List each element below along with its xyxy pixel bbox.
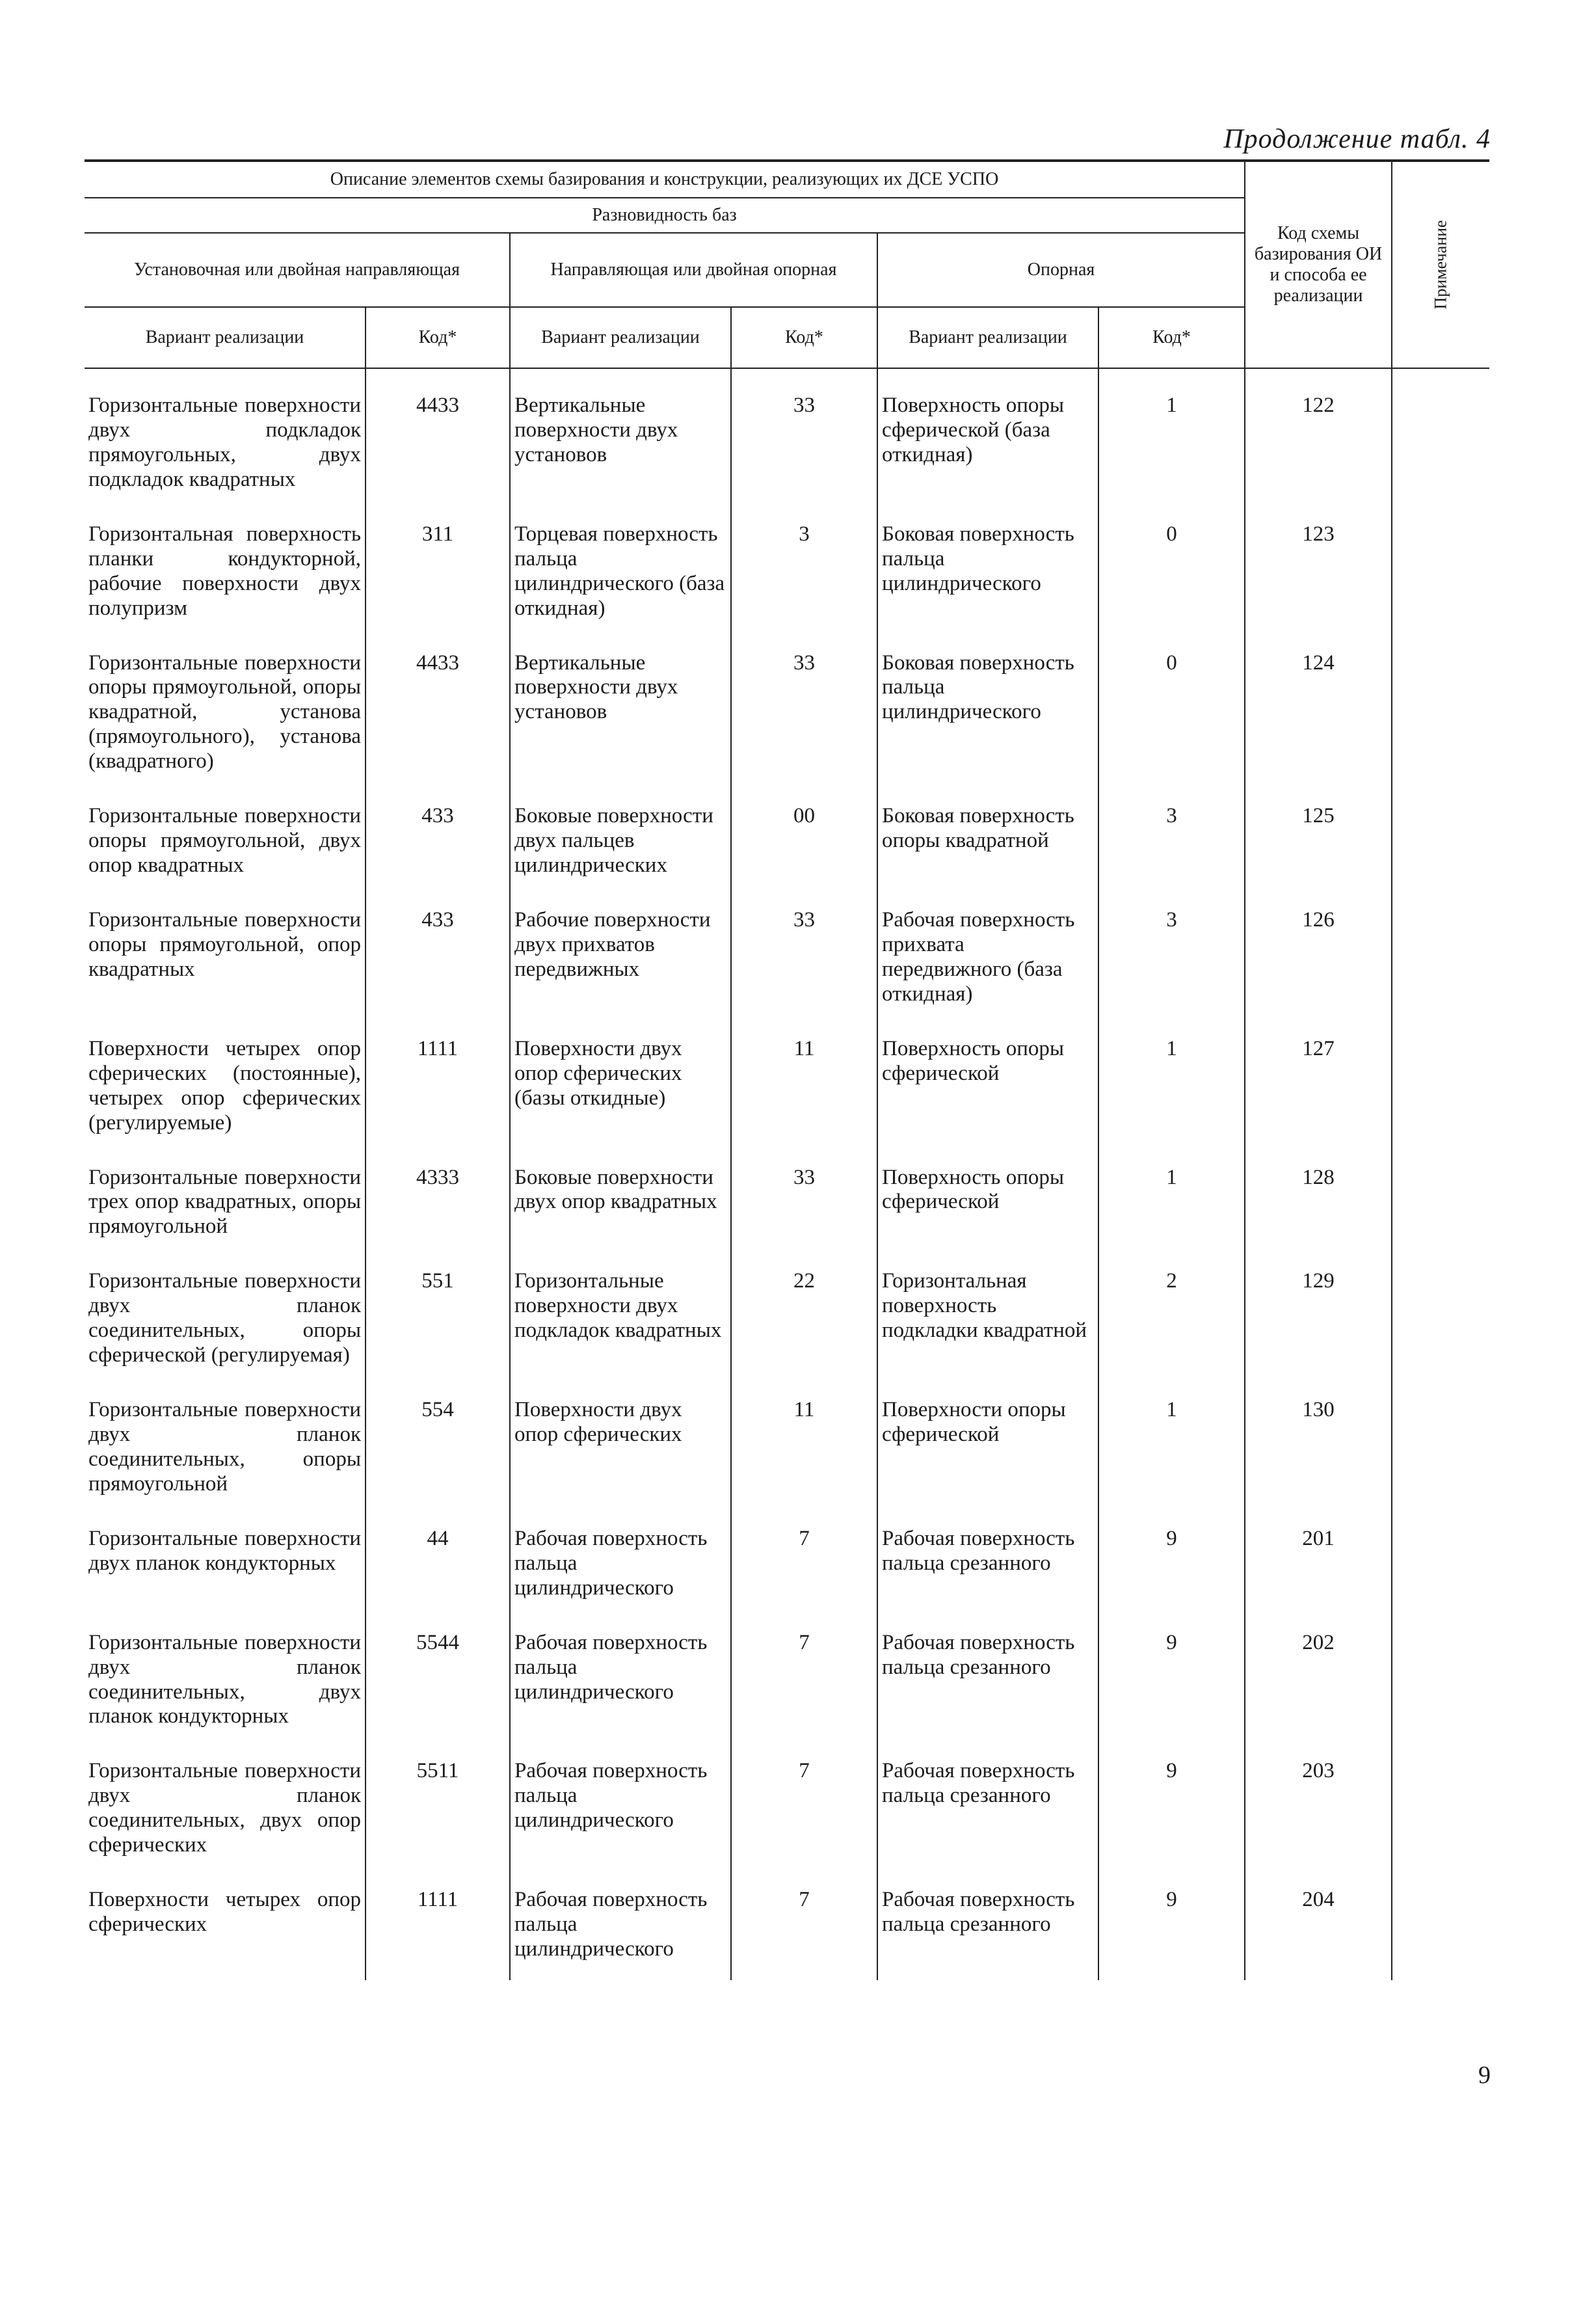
guiding-code-cell: 7 — [731, 1876, 877, 1980]
variant-header: Вариант реализации — [85, 307, 366, 368]
varieties-header: Разновидность баз — [85, 198, 1245, 233]
setting-code-cell: 551 — [366, 1257, 510, 1386]
setting-code-cell: 433 — [366, 896, 510, 1025]
support-code-cell: 9 — [1098, 1876, 1245, 1980]
setting-variant-cell: Горизонтальные поверхности опоры прямоугольной, опор квадратных — [88, 908, 361, 981]
support-variant-cell: Боковая поверхность пальца цилиндрического — [877, 511, 1098, 639]
guiding-code-cell: 7 — [731, 1619, 877, 1748]
guiding-code-cell: 33 — [731, 1154, 877, 1258]
setting-code-cell: 4433 — [366, 639, 510, 793]
table-row — [85, 1876, 1489, 1980]
note-cell — [1392, 1619, 1489, 1748]
setting-variant-cell: Горизонтальные поверхности двух планок соединительных, двух планок кондукторных — [88, 1630, 361, 1728]
setting-variant-cell: Горизонтальные поверхности двух планок соединительных, опоры прямоугольной — [88, 1398, 361, 1496]
setting-code-cell: 5511 — [366, 1747, 510, 1876]
setting-code-cell: 311 — [366, 511, 510, 639]
support-variant-cell: Рабочая поверхность пальца срезанного — [877, 1619, 1098, 1748]
guiding-code-cell: 3 — [731, 511, 877, 639]
guiding-variant-cell: Рабочая поверхность пальца цилиндрического — [510, 1515, 731, 1619]
scheme-code-cell: 127 — [1245, 1025, 1392, 1154]
note-cell — [1392, 1876, 1489, 1980]
description-header: Описание элементов схемы базирования и конструкции, реализующих их ДСЕ УСПО — [85, 161, 1245, 198]
table-row — [85, 896, 1489, 1025]
support-code-cell: 9 — [1098, 1747, 1245, 1876]
note-cell — [1392, 639, 1489, 793]
table-row — [85, 511, 1489, 639]
group-header-guiding: Направляющая или двойная опорная — [510, 233, 877, 307]
support-code-cell: 3 — [1098, 896, 1245, 1025]
scheme-code-cell: 126 — [1245, 896, 1392, 1025]
support-code-cell: 2 — [1098, 1257, 1245, 1386]
setting-variant-cell: Горизонтальные поверхности двух планок кондукторных — [88, 1526, 361, 1575]
scheme-code-cell: 201 — [1245, 1515, 1392, 1619]
guiding-code-cell: 7 — [731, 1747, 877, 1876]
variant-header: Вариант реализации — [510, 307, 731, 368]
guiding-variant-cell: Вертикальные поверхности двух установов — [510, 639, 731, 793]
support-code-cell: 1 — [1098, 1386, 1245, 1515]
table-row — [85, 1154, 1489, 1258]
support-variant-cell: Поверхности опоры сферической — [877, 1386, 1098, 1515]
scheme-code-cell: 123 — [1245, 511, 1392, 639]
scheme-code-cell: 124 — [1245, 639, 1392, 793]
guiding-variant-cell: Поверхности двух опор сферических — [510, 1386, 731, 1515]
scheme-code-cell: 204 — [1245, 1876, 1392, 1980]
code-header: Код* — [366, 307, 510, 368]
setting-variant-cell: Горизонтальные поверхности опоры прямоугольной, двух опор квадратных — [88, 804, 361, 878]
scheme-code-cell: 125 — [1245, 792, 1392, 896]
support-code-cell: 0 — [1098, 639, 1245, 793]
setting-code-cell: 5544 — [366, 1619, 510, 1748]
scheme-code-cell: 128 — [1245, 1154, 1392, 1258]
setting-code-cell: 44 — [366, 1515, 510, 1619]
guiding-code-cell: 11 — [731, 1025, 877, 1154]
setting-variant-cell: Горизонтальные поверхности трех опор квадратных, опоры прямоугольной — [88, 1165, 361, 1239]
guiding-variant-cell: Горизонтальные поверхности двух подкладок квадратных — [510, 1257, 731, 1386]
basing-schemes-table — [85, 159, 1489, 1980]
setting-code-cell: 1111 — [366, 1025, 510, 1154]
note-header: Примечание — [1392, 161, 1489, 368]
note-cell — [1392, 1154, 1489, 1258]
group-header-support: Опорная — [877, 233, 1245, 307]
guiding-variant-cell: Боковые поверхности двух пальцев цилиндрических — [510, 792, 731, 896]
support-code-cell: 1 — [1098, 1025, 1245, 1154]
note-cell — [1392, 896, 1489, 1025]
variant-header: Вариант реализации — [877, 307, 1098, 368]
support-variant-cell: Боковая поверхность опоры квадратной — [877, 792, 1098, 896]
guiding-code-cell: 33 — [731, 639, 877, 793]
table-row — [85, 382, 1489, 511]
setting-variant-cell: Горизонтальные поверхности двух подкладок прямоугольных, двух подкладок квадратных — [88, 394, 361, 491]
guiding-code-cell: 33 — [731, 382, 877, 511]
setting-code-cell: 1111 — [366, 1876, 510, 1980]
scheme-code-cell: 130 — [1245, 1386, 1392, 1515]
support-variant-cell: Поверхность опоры сферической (база откидная) — [877, 382, 1098, 511]
note-cell — [1392, 1025, 1489, 1154]
table-row — [85, 792, 1489, 896]
note-cell — [1392, 1386, 1489, 1515]
note-cell — [1392, 511, 1489, 639]
guiding-variant-cell: Боковые поверхности двух опор квадратных — [510, 1154, 731, 1258]
setting-variant-cell: Горизонтальные поверхности опоры прямоугольной, опоры квадратной, установа (прямоугольного), установа (квадратного) — [88, 651, 361, 773]
note-cell — [1392, 1257, 1489, 1386]
support-code-cell: 1 — [1098, 1154, 1245, 1258]
scheme-code-cell: 203 — [1245, 1747, 1392, 1876]
note-cell — [1392, 382, 1489, 511]
setting-code-cell: 433 — [366, 792, 510, 896]
setting-code-cell: 4433 — [366, 382, 510, 511]
support-variant-cell: Рабочая поверхность пальца срезанного — [877, 1747, 1098, 1876]
scheme-code-header: Код схемы базирования ОИ и способа ее реализации — [1245, 161, 1392, 368]
guiding-variant-cell: Торцевая поверхность пальца цилиндрического (база откидная) — [510, 511, 731, 639]
guiding-variant-cell: Рабочая поверхность пальца цилиндрического — [510, 1619, 731, 1748]
table-row — [85, 1515, 1489, 1619]
guiding-code-cell: 33 — [731, 896, 877, 1025]
note-cell — [1392, 792, 1489, 896]
page-number: 9 — [1478, 2062, 1491, 2089]
table-row — [85, 1747, 1489, 1876]
table-row — [85, 1619, 1489, 1748]
guiding-variant-cell: Рабочая поверхность пальца цилиндрического — [510, 1747, 731, 1876]
support-code-cell: 1 — [1098, 382, 1245, 511]
scheme-code-cell: 129 — [1245, 1257, 1392, 1386]
code-header: Код* — [1098, 307, 1245, 368]
setting-variant-cell: Горизонтальные поверхности двух планок соединительных, опоры сферической (регулируемая) — [88, 1269, 361, 1367]
guiding-variant-cell: Рабочие поверхности двух прихватов передвижных — [510, 896, 731, 1025]
table-row — [85, 1386, 1489, 1515]
guiding-variant-cell: Вертикальные поверхности двух установов — [510, 382, 731, 511]
setting-variant-cell: Горизонтальная поверхность планки кондукторной, рабочие поверхности двух полупризм — [88, 522, 361, 620]
setting-code-cell: 554 — [366, 1386, 510, 1515]
note-cell — [1392, 1515, 1489, 1619]
support-code-cell: 3 — [1098, 792, 1245, 896]
setting-code-cell: 4333 — [366, 1154, 510, 1258]
setting-variant-cell: Поверхности четырех опор сферических — [88, 1888, 361, 1937]
scheme-code-cell: 122 — [1245, 382, 1392, 511]
table-row — [85, 1025, 1489, 1154]
guiding-code-cell: 00 — [731, 792, 877, 896]
code-header: Код* — [731, 307, 877, 368]
guiding-variant-cell: Поверхности двух опор сферических (базы откидные) — [510, 1025, 731, 1154]
table-continuation-label: Продолжение табл. 4 — [1223, 124, 1491, 154]
guiding-code-cell: 22 — [731, 1257, 877, 1386]
support-code-cell: 9 — [1098, 1619, 1245, 1748]
support-code-cell: 0 — [1098, 511, 1245, 639]
group-header-setting: Установочная или двойная направляющая — [85, 233, 510, 307]
table-row — [85, 639, 1489, 793]
note-cell — [1392, 1747, 1489, 1876]
support-variant-cell: Горизонтальная поверхность подкладки квадратной — [877, 1257, 1098, 1386]
scheme-code-cell: 202 — [1245, 1619, 1392, 1748]
guiding-code-cell: 7 — [731, 1515, 877, 1619]
guiding-variant-cell: Рабочая поверхность пальца цилиндрического — [510, 1876, 731, 1980]
support-code-cell: 9 — [1098, 1515, 1245, 1619]
table-row — [85, 1257, 1489, 1386]
guiding-code-cell: 11 — [731, 1386, 877, 1515]
support-variant-cell: Боковая поверхность пальца цилиндрического — [877, 639, 1098, 793]
setting-variant-cell: Горизонтальные поверхности двух планок соединительных, двух опор сферических — [88, 1759, 361, 1857]
support-variant-cell: Поверхность опоры сферической — [877, 1154, 1098, 1258]
setting-variant-cell: Поверхности четырех опор сферических (постоянные), четырех опор сферических (регулируемые) — [88, 1036, 361, 1135]
support-variant-cell: Поверхность опоры сферической — [877, 1025, 1098, 1154]
support-variant-cell: Рабочая поверхность пальца срезанного — [877, 1876, 1098, 1980]
support-variant-cell: Рабочая поверхность прихвата передвижного (база откидная) — [877, 896, 1098, 1025]
support-variant-cell: Рабочая поверхность пальца срезанного — [877, 1515, 1098, 1619]
